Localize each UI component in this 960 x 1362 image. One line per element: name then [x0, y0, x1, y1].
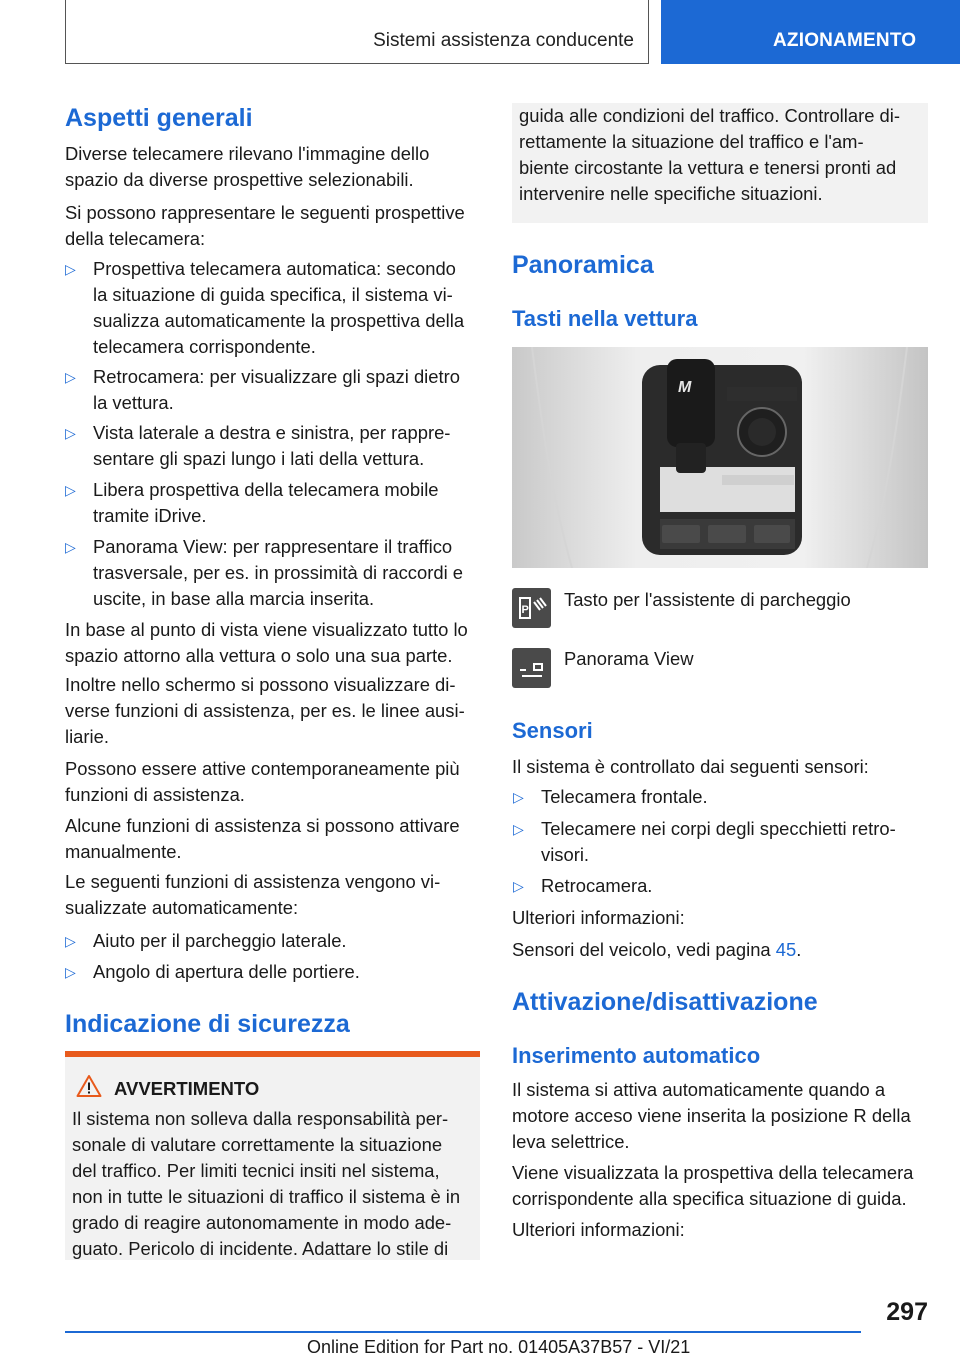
warning-title: AVVERTIMENTO — [114, 1078, 260, 1099]
heading-aspetti-generali: Aspetti generali — [65, 104, 253, 132]
paragraph: Ulteriori informazioni: — [512, 1219, 685, 1240]
heading-panoramica: Panoramica — [512, 251, 654, 279]
list-item: ▷ Aiuto per il parcheggio laterale. — [93, 928, 347, 954]
paragraph: In base al punto di vista viene visualizzato tutto lo spazio attorno alla vettura o solo una sua parte. — [65, 619, 468, 666]
heading-indicazione-sicurezza: Indicazione di sicurezza — [65, 1010, 350, 1038]
panorama-view-label: Panorama View — [564, 648, 694, 669]
list-item: ▷ Libera prospettiva della telecamera mobile tramite iDrive. — [65, 479, 439, 526]
panorama-view-button-icon — [512, 648, 551, 688]
bullet-triangle-icon: ▷ — [65, 482, 76, 498]
bullet-triangle-icon: ▷ — [513, 878, 524, 894]
warning-continuation-text: guida alle condizioni del traffico. Controllare di- rettamente la situazione del traffico e l'am- biente circostante la vettura e tenersi pronti ad intervenire nelle specifiche situazioni. — [519, 105, 900, 204]
heading-sensori: Sensori — [512, 718, 593, 743]
paragraph: Inoltre nello schermo si possono visualizzare di- verse funzioni di assistenza, per es. le linee ausi- liarie. — [65, 674, 465, 747]
footer-edition: Online Edition for Part no. 01405A37B57 - VI/21 — [307, 1337, 691, 1357]
park-assist-label: Tasto per l'assistente di parcheggio — [564, 589, 851, 610]
svg-text:P: P — [521, 604, 529, 616]
bullet-triangle-icon: ▷ — [513, 821, 524, 837]
cross-reference: Sensori del veicolo, vedi pagina 45. — [512, 939, 802, 960]
bullet-triangle-icon: ▷ — [65, 539, 76, 555]
list-item: ▷ Angolo di apertura delle portiere. — [93, 959, 360, 985]
list-item: ▷ Retrocamera: per visualizzare gli spazi dietro la vettura. — [65, 366, 460, 413]
page-number: 297 — [886, 1298, 928, 1326]
warning-text: Il sistema non solleva dalla responsabilità per- sonale di valutare correttamente la situazione del traffico. Per limiti tecnici insiti nel sistema, non in tutte le situazioni di traffico il sistema è in grado di reagire autonomamente in modo ade- guato. Pericolo di incidente. Adattare lo stile di — [72, 1108, 461, 1259]
header-section-title: Sistemi assistenza conducente — [373, 30, 634, 51]
list-item: ▷ Retrocamera. — [541, 873, 652, 899]
park-assist-button-icon — [512, 588, 551, 628]
header-chapter-title: AZIONAMENTO — [773, 30, 917, 51]
page-link[interactable]: 45 — [775, 939, 797, 960]
header-chapter-tab[interactable] — [661, 0, 960, 64]
paragraph: Si possono rappresentare le seguenti prospettive della telecamera: — [65, 202, 465, 249]
footer-rule — [65, 1331, 861, 1333]
header-section-box — [65, 0, 649, 64]
heading-inserimento-automatico: Inserimento automatico — [512, 1043, 761, 1068]
paragraph: Ulteriori informazioni: — [512, 907, 685, 928]
list-item: ▷ Telecamere nei corpi degli specchietti retro- visori. — [513, 818, 896, 865]
paragraph: Il sistema è controllato dai seguenti sensori: — [512, 756, 869, 777]
paragraph: Alcune funzioni di assistenza si possono attivare manualmente. — [65, 815, 460, 862]
bullet-triangle-icon: ▷ — [65, 261, 76, 277]
list-item: ▷ Telecamera frontale. — [541, 784, 708, 810]
warning-triangle-icon — [76, 1074, 102, 1098]
bullet-triangle-icon: ▷ — [513, 789, 524, 805]
paragraph: Il sistema si attiva automaticamente quando a motore acceso viene inserita la posizione R della leva selettrice. — [512, 1079, 911, 1152]
bullet-triangle-icon: ▷ — [65, 369, 76, 385]
bullet-triangle-icon: ▷ — [65, 425, 76, 441]
list-item: ▷ Prospettiva telecamera automatica: secondo la situazione di guida specifica, il sistema vi- sualizza automaticamente la prospettiva della telecamera corrispondente. — [65, 258, 465, 357]
bullet-triangle-icon: ▷ — [65, 964, 76, 980]
heading-tasti-vettura: Tasti nella vettura — [512, 306, 698, 331]
center-console-photo — [512, 347, 928, 568]
heading-attivazione: Attivazione/disattivazione — [512, 988, 818, 1016]
paragraph: Viene visualizzata la prospettiva della telecamera corrispondente alla specifica situazione di guida. — [512, 1162, 914, 1209]
m-logo: M — [678, 379, 692, 396]
paragraph: Diverse telecamere rilevano l'immagine dello spazio da diverse prospettive selezionabili. — [65, 143, 430, 190]
list-item: ▷ Vista laterale a destra e sinistra, per rappre- sentare gli spazi lungo i lati della vettura. — [65, 422, 451, 469]
bullet-triangle-icon: ▷ — [65, 933, 76, 949]
paragraph: Possono essere attive contemporaneamente più funzioni di assistenza. — [65, 758, 460, 805]
paragraph: Le seguenti funzioni di assistenza vengono vi- sualizzate automaticamente: — [65, 871, 441, 918]
list-item: ▷ Panorama View: per rappresentare il traffico trasversale, per es. in prossimità di raccordi e uscite, in base alla marcia inserita. — [65, 536, 463, 609]
